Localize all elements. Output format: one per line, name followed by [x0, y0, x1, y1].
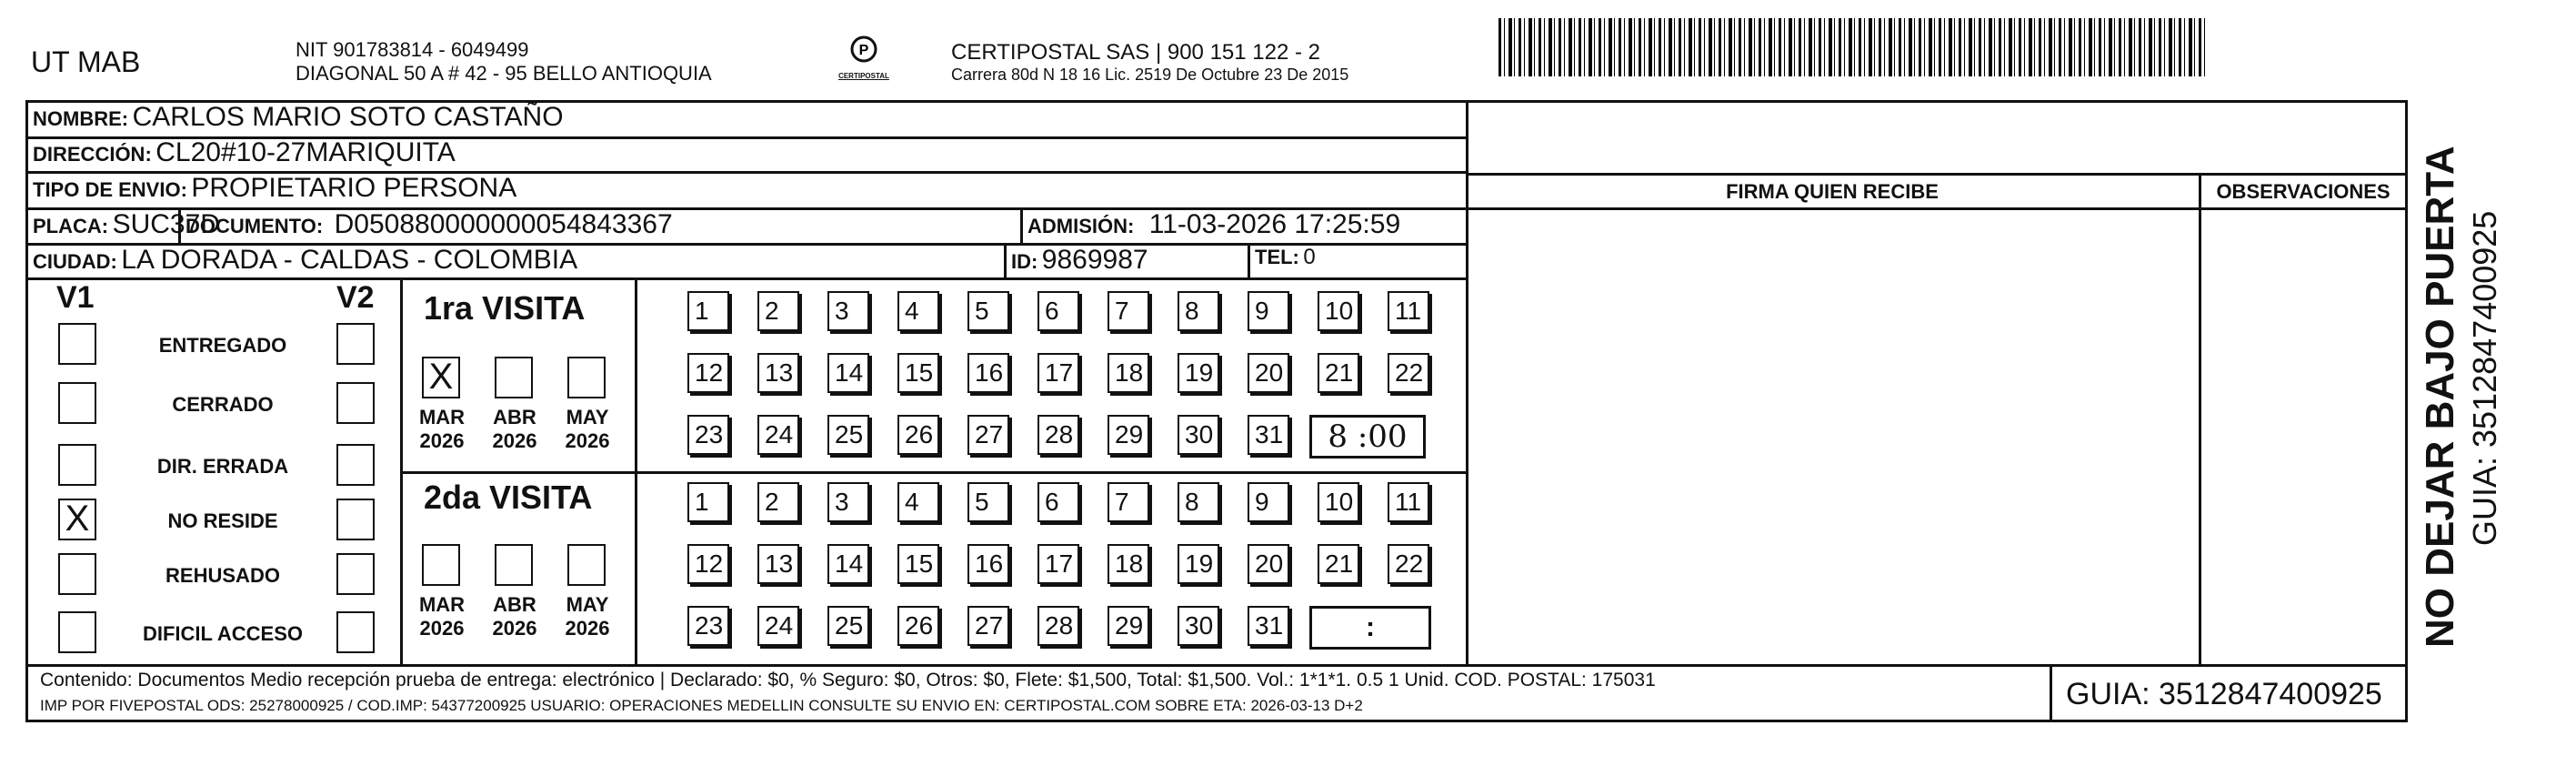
second-visit-day[interactable]: 26	[897, 606, 939, 646]
carrier-name: CERTIPOSTAL SAS | 900 151 122 - 2	[951, 40, 1320, 65]
observaciones-area[interactable]	[2202, 211, 2404, 662]
second-visit-month-checkbox[interactable]	[495, 544, 533, 586]
month-label	[415, 406, 469, 453]
month-label	[560, 593, 615, 640]
second-visit-day[interactable]: 13	[757, 544, 799, 584]
ciudad-value: LA DORADA - CALDAS - COLOMBIA	[121, 245, 578, 275]
documento-value: D050880000000054843367	[334, 209, 673, 239]
second-visit-day[interactable]: 3	[827, 482, 869, 522]
nombre-row	[33, 102, 564, 133]
documento-cell	[185, 209, 673, 240]
first-visit-day[interactable]: 6	[1037, 291, 1079, 331]
month-year: 2026	[492, 617, 537, 640]
first-visit-day[interactable]: 26	[897, 415, 939, 455]
v1-header: V1	[56, 280, 95, 315]
tipo-row	[33, 173, 516, 204]
month-year: 2026	[492, 429, 537, 452]
v2-checkbox[interactable]	[336, 323, 375, 365]
signature-area[interactable]	[1469, 211, 2197, 662]
footer-contenido: Contenido: Documentos Medio recepción prueba de entrega: electrónico | Declarado: $0, % Seguro: $0, Otros: $0, Flete: $1,500, Total: $1,500. Vol.: 1*1*1. 0.5 1 Unid. COD. POSTAL: 175031	[40, 670, 1656, 690]
firma-header: FIRMA QUIEN RECIBE	[1726, 180, 1939, 203]
direccion-row	[33, 137, 456, 168]
id-cell	[1011, 245, 1148, 276]
first-visit-day[interactable]: 14	[827, 353, 869, 393]
month-year: 2026	[419, 617, 465, 640]
second-visit-month-checkbox[interactable]	[567, 544, 606, 586]
postal-logo-icon	[846, 35, 882, 67]
second-visit-day[interactable]: 31	[1248, 606, 1289, 646]
month-label	[560, 406, 615, 453]
first-visit-day[interactable]: 30	[1178, 415, 1219, 455]
carrier-license: Carrera 80d N 18 16 Lic. 2519 De Octubre 23 De 2015	[951, 66, 1349, 84]
status-label: DIFICIL ACCESO	[142, 622, 303, 645]
second-visit-day[interactable]: 6	[1037, 482, 1079, 522]
v1-checkbox[interactable]	[58, 323, 96, 365]
second-visit-day[interactable]: 21	[1318, 544, 1359, 584]
first-visit-day[interactable]: 3	[827, 291, 869, 331]
first-visit-day[interactable]: 2	[757, 291, 799, 331]
first-visit-day[interactable]: 27	[967, 415, 1009, 455]
tipo-label: TIPO DE ENVIO:	[33, 178, 187, 201]
footer-guia: GUIA: 3512847400925	[2066, 677, 2382, 711]
first-visit-day[interactable]: 13	[757, 353, 799, 393]
admision-cell	[1027, 209, 1400, 240]
month-name: MAY	[566, 593, 609, 616]
first-visit-day[interactable]: 22	[1388, 353, 1429, 393]
second-visit-day[interactable]: 17	[1037, 544, 1079, 584]
month-name: MAR	[418, 406, 466, 428]
first-visit-day[interactable]: 29	[1108, 415, 1149, 455]
second-visit-day[interactable]: 7	[1108, 482, 1149, 522]
first-visit-month-checkbox[interactable]	[495, 357, 533, 398]
second-visit-day[interactable]: 19	[1178, 544, 1219, 584]
v2-header: V2	[336, 280, 375, 315]
status-label: CERRADO	[172, 393, 274, 416]
no-dejar-warning: NO DEJAR BAJO PUERTA	[2418, 146, 2462, 648]
first-visit-time[interactable]: 8 :00	[1309, 415, 1426, 459]
v1-checkbox[interactable]	[58, 382, 96, 424]
footer-imp: IMP POR FIVEPOSTAL ODS: 25278000925 / COD.IMP: 54377200925 USUARIO: OPERACIONES MEDELLIN CONSULTE SU ENVIO EN: CERTIPOSTAL.COM SOBRE ETA: 2026-03-13 D+2	[40, 697, 1363, 714]
ciudad-label: CIUDAD:	[33, 250, 117, 273]
second-visit-day[interactable]: 24	[757, 606, 799, 646]
second-visit-day[interactable]: 27	[967, 606, 1009, 646]
tel-label: TEL:	[1255, 246, 1299, 268]
first-visit-day[interactable]: 9	[1248, 291, 1289, 331]
month-name: MAR	[418, 593, 466, 616]
second-visit-day[interactable]: 14	[827, 544, 869, 584]
second-visit-day[interactable]: 1	[687, 482, 729, 522]
month-name: MAY	[566, 406, 609, 428]
status-label: DIR. ERRADA	[156, 455, 289, 478]
second-visit-day[interactable]: 16	[967, 544, 1009, 584]
first-visit-day[interactable]: 28	[1037, 415, 1079, 455]
second-visit-day[interactable]: 10	[1318, 482, 1359, 522]
first-visit-day[interactable]: 21	[1318, 353, 1359, 393]
carrier-logo	[837, 35, 891, 84]
status-label: ENTREGADO	[158, 334, 287, 357]
svg-text:P: P	[858, 43, 869, 58]
month-year: 2026	[419, 429, 465, 452]
first-visit-day[interactable]: 5	[967, 291, 1009, 331]
second-visit-day[interactable]: 9	[1248, 482, 1289, 522]
first-visit-day[interactable]: 11	[1388, 291, 1429, 331]
direccion-value: CL20#10-27MARIQUITA	[155, 137, 456, 167]
second-visit-title: 2da VISITA	[424, 479, 593, 516]
first-visit-day[interactable]: 16	[967, 353, 1009, 393]
v1-checkbox[interactable]	[58, 444, 96, 486]
v2-checkbox[interactable]	[336, 611, 375, 653]
second-visit-day[interactable]: 23	[687, 606, 729, 646]
first-visit-title: 1ra VISITA	[424, 289, 586, 327]
month-name: ABR	[493, 406, 536, 428]
v1-checkbox[interactable]: X	[58, 499, 96, 540]
second-visit-day[interactable]: 12	[687, 544, 729, 584]
status-label: REHUSADO	[165, 564, 280, 587]
admision-value: 11-03-2026 17:25:59	[1148, 209, 1401, 239]
first-visit-day[interactable]: 7	[1108, 291, 1149, 331]
first-visit-day[interactable]: 25	[827, 415, 869, 455]
second-visit-day[interactable]: 25	[827, 606, 869, 646]
first-visit-day[interactable]: 12	[687, 353, 729, 393]
placa-value: SUC37D	[112, 209, 220, 239]
observaciones-header: OBSERVACIONES	[2216, 180, 2391, 203]
second-visit-day[interactable]: 20	[1248, 544, 1289, 584]
month-label	[415, 593, 469, 640]
first-visit-day[interactable]: 19	[1178, 353, 1219, 393]
ciudad-cell	[33, 245, 577, 276]
side-guia: GUIA: 3512847400925	[2466, 210, 2503, 546]
first-visit-day[interactable]: 17	[1037, 353, 1079, 393]
tipo-value: PROPIETARIO PERSONA	[191, 173, 517, 203]
tel-value: 0	[1303, 245, 1316, 269]
tel-cell	[1255, 245, 1316, 270]
month-year: 2026	[565, 617, 610, 640]
second-visit-day[interactable]: 22	[1388, 544, 1429, 584]
first-visit-day[interactable]: 10	[1318, 291, 1359, 331]
month-year: 2026	[565, 429, 610, 452]
barcode	[1498, 18, 2206, 76]
month-label	[487, 593, 542, 640]
second-visit-day[interactable]: 28	[1037, 606, 1079, 646]
v2-checkbox[interactable]	[336, 553, 375, 595]
direccion-label: DIRECCIÓN:	[33, 143, 152, 166]
id-label: ID:	[1011, 250, 1038, 273]
first-visit-day[interactable]: 1	[687, 291, 729, 331]
first-visit-day[interactable]: 18	[1108, 353, 1149, 393]
placa-label: PLACA:	[33, 215, 109, 237]
v2-checkbox[interactable]	[336, 444, 375, 486]
id-value: 9869987	[1041, 245, 1148, 275]
first-visit-day[interactable]: 31	[1248, 415, 1289, 455]
company-name: UT MAB	[31, 45, 141, 78]
first-visit-day[interactable]: 15	[897, 353, 939, 393]
second-visit-day[interactable]: 11	[1388, 482, 1429, 522]
second-visit-day[interactable]: 18	[1108, 544, 1149, 584]
second-visit-day[interactable]: 2	[757, 482, 799, 522]
sender-address: DIAGONAL 50 A # 42 - 95 BELLO ANTIOQUIA	[296, 62, 712, 85]
first-visit-day[interactable]: 20	[1248, 353, 1289, 393]
nombre-value: CARLOS MARIO SOTO CASTAÑO	[132, 102, 564, 132]
second-visit-day[interactable]: 30	[1178, 606, 1219, 646]
first-visit-month-checkbox[interactable]: X	[422, 357, 460, 398]
second-visit-day[interactable]: 15	[897, 544, 939, 584]
second-visit-day[interactable]: 5	[967, 482, 1009, 522]
logo-text: CERTIPOSTAL	[838, 72, 889, 80]
second-visit-day[interactable]: 8	[1178, 482, 1219, 522]
v1-checkbox[interactable]	[58, 553, 96, 595]
v1-checkbox[interactable]	[58, 611, 96, 653]
v2-checkbox[interactable]	[336, 499, 375, 540]
documento-label: DOCUMENTO:	[185, 215, 324, 237]
status-label: NO RESIDE	[167, 509, 278, 532]
first-visit-day[interactable]: 23	[687, 415, 729, 455]
admision-label: ADMISIÓN:	[1027, 215, 1135, 237]
first-visit-day[interactable]: 4	[897, 291, 939, 331]
second-visit-day[interactable]: 29	[1108, 606, 1149, 646]
second-visit-day[interactable]: 4	[897, 482, 939, 522]
nombre-label: NOMBRE:	[33, 107, 129, 130]
month-name: ABR	[493, 593, 536, 616]
first-visit-day[interactable]: 8	[1178, 291, 1219, 331]
v2-checkbox[interactable]	[336, 382, 375, 424]
second-visit-time[interactable]: :	[1309, 606, 1431, 650]
first-visit-month-checkbox[interactable]	[567, 357, 606, 398]
month-label	[487, 406, 542, 453]
second-visit-month-checkbox[interactable]	[422, 544, 460, 586]
nit: NIT 901783814 - 6049499	[296, 38, 529, 61]
first-visit-day[interactable]: 24	[757, 415, 799, 455]
